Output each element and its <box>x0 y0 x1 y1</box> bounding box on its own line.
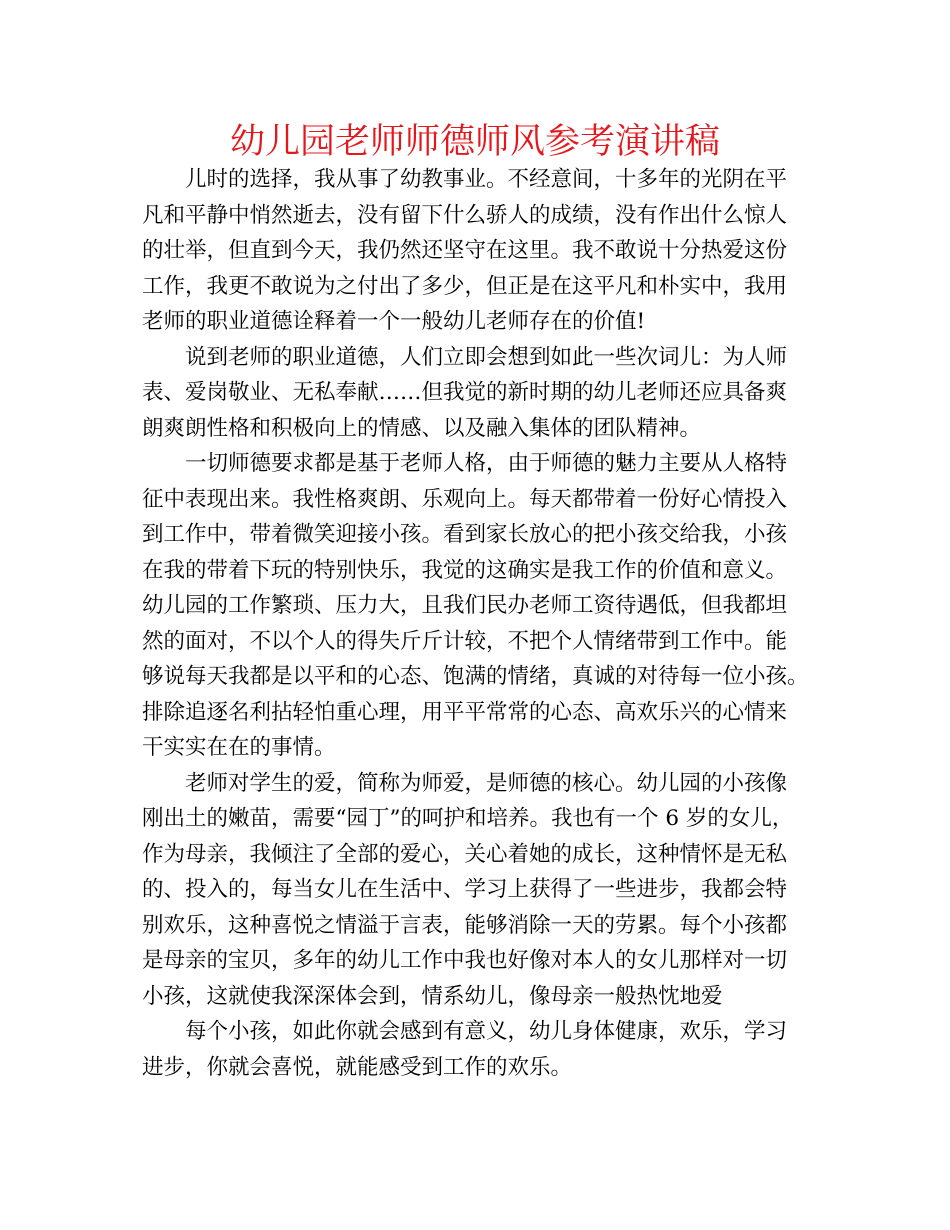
text-line: 说到老师的职业道德，人们立即会想到如此一些次词儿：为人师 <box>185 344 788 370</box>
text-line: 征中表现出来。我性格爽朗、乐观向上。每天都带着一份好心情投入 <box>142 486 788 512</box>
paragraph <box>142 766 812 1015</box>
text-line: 够说每天我都是以平和的心态、饱满的情绪，真诚的对待每一位小孩。 <box>142 664 809 689</box>
text-line: 每个小孩，如此你就会感到有意义，幼儿身体健康，欢乐，学习 <box>185 1019 788 1044</box>
text-line: 的壮举，但直到今天，我仍然还坚守在这里。我不敢说十分热爱这份 <box>142 238 788 263</box>
text-line: 一切师德要求都是基于老师人格，由于师德的魅力主要从人格特 <box>185 451 788 476</box>
text-line: 儿时的选择，我从事了幼教事业。不经意间，十多年的光阴在平 <box>185 167 788 192</box>
text-line: 然的面对，不以个人的得失斤斤计较，不把个人情绪带到工作中。能 <box>142 628 788 654</box>
paragraph <box>142 162 812 340</box>
text-line: 作为母亲，我倾注了全部的爱心，关心着她的成长，这种情怀是无私 <box>142 841 788 867</box>
page-title: 幼儿园老师师德师风参考演讲稿 <box>229 122 720 162</box>
text-line: 朗爽朗性格和积极向上的情感、以及融入集体的团队精神。 <box>142 415 702 441</box>
text-line: 在我的带着下玩的特别快乐，我觉的这确实是我工作的价值和意义。 <box>142 557 788 583</box>
text-line: 干实实在在的事情。 <box>142 735 336 760</box>
text-line: 进步，你就会喜悦，就能感受到工作的欢乐。 <box>142 1054 573 1080</box>
text-line: 是母亲的宝贝，多年的幼儿工作中我也好像对本人的女儿那样对一切 <box>142 948 788 973</box>
text-line: 老师对学生的爱，简称为师爱，是师德的核心。幼儿园的小孩像 <box>185 770 788 796</box>
text-line: 到工作中，带着微笑迎接小孩。看到家长放心的把小孩交给我，小孩 <box>142 522 788 547</box>
text-line: 凡和平静中悄然逝去，没有留下什么骄人的成绩，没有作出什么惊人 <box>142 202 788 228</box>
text-line: 别欢乐，这种喜悦之情溢于言表，能够消除一天的劳累。每个小孩都 <box>142 912 788 938</box>
text-line: 的、投入的，每当女儿在生活中、学习上获得了一些进步，我都会特 <box>142 877 788 902</box>
text-line: 刚出土的嫩苗，需要“园丁”的呵护和培养。我也有一个 6 岁的女儿， <box>142 806 794 831</box>
text-line: 老师的职业道德诠释着一个一般幼儿老师存在的价值! <box>142 309 646 334</box>
text-line: 小孩，这就使我深深体会到，情系幼儿，像母亲一般热忱地爱 <box>142 983 723 1009</box>
text-line: 工作，我更不敢说为之付出了多少，但正是在这平凡和朴实中，我用 <box>142 273 788 299</box>
text-line: 表、爱岗敬业、无私奉献……但我觉的新时期的幼儿老师还应具备爽 <box>142 380 788 405</box>
document-body <box>142 162 812 1085</box>
text-line: 幼儿园的工作繁琐、压力大，且我们民办老师工资待遇低，但我都坦 <box>142 593 788 618</box>
paragraph <box>142 446 812 766</box>
paragraph <box>142 340 812 447</box>
paragraph <box>142 1014 812 1085</box>
text-line: 排除追逐名利拈轻怕重心理，用平平常常的心态、高欢乐兴的心情来 <box>142 699 788 725</box>
